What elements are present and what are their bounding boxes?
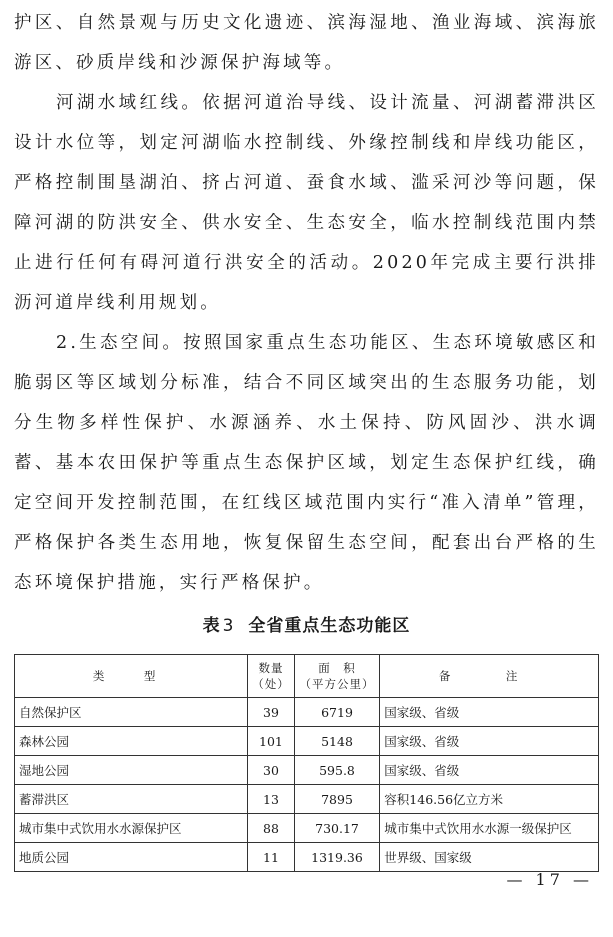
header-count-line2: （处）: [252, 677, 290, 691]
cell-remark: 国家级、省级: [380, 756, 599, 785]
cell-count: 30: [248, 756, 295, 785]
cell-count: 101: [248, 727, 295, 756]
cell-area: 5148: [294, 727, 380, 756]
header-remark: 备 注: [380, 655, 599, 698]
cell-remark: 城市集中式饮用水水源一级保护区: [380, 814, 599, 843]
cell-type: 湿地公园: [15, 756, 248, 785]
cell-remark: 容积146.56亿立方米: [380, 785, 599, 814]
cell-area: 1319.36: [294, 843, 380, 872]
page-number: — 17 —: [506, 870, 593, 889]
cell-count: 13: [248, 785, 295, 814]
table-header-row: [15, 655, 599, 698]
paragraph-ecological-space: 2.生态空间。按照国家重点生态功能区、生态环境敏感区和脆弱区等区域划分标准，结合不同区域突出的生态服务功能，划分生物多样性保护、水源涵养、水土保持、防风固沙、洪水调蓄、基本农田保护等重点生态保护区域，划定生态保护红线，确定空间开发控制范围，在红线区域范围内实行“准入清单”管理，严格保护各类生态用地，恢复保留生态空间，配套出台严格的生态环境保护措施，实行严格保护。: [14, 333, 599, 593]
cell-remark: 世界级、国家级: [380, 843, 599, 872]
cell-area: 6719: [294, 698, 380, 727]
cell-type: 森林公园: [15, 727, 248, 756]
cell-type: 蓄滞洪区: [15, 785, 248, 814]
table-caption-label: 表: [202, 616, 221, 636]
cell-area: 7895: [294, 785, 380, 814]
table-caption-title: 全省重点生态功能区: [248, 616, 411, 636]
table-row: [15, 843, 599, 872]
ecological-function-zones-table: [14, 654, 599, 872]
cell-count: 88: [248, 814, 295, 843]
cell-count: 39: [248, 698, 295, 727]
table-row: [15, 698, 599, 727]
cell-remark: 国家级、省级: [380, 698, 599, 727]
cell-count: 11: [248, 843, 295, 872]
header-type: 类 型: [15, 655, 248, 698]
header-count: [248, 655, 295, 698]
header-count-line1: 数量: [258, 661, 284, 675]
cell-remark: 国家级、省级: [380, 727, 599, 756]
table-row: [15, 727, 599, 756]
table-row: [15, 814, 599, 843]
cell-area: 730.17: [294, 814, 380, 843]
cell-type: 自然保护区: [15, 698, 248, 727]
table-row: [15, 756, 599, 785]
paragraph-river-lake-redline: 河湖水域红线。依据河道治导线、设计流量、河湖蓄滞洪区设计水位等，划定河湖临水控制线、外缘控制线和岸线功能区，严格控制围垦湖泊、挤占河道、蚕食水域、滥采河沙等问题，保障河湖的防洪安全、供水安全、生态安全，临水控制线范围内禁止进行任何有碍河道行洪安全的活动。2020年完成主要行洪排沥河道岸线利用规划。: [14, 93, 599, 313]
header-area-line1: 面 积: [318, 661, 356, 675]
table-caption: [0, 608, 613, 644]
table-caption-number: 3: [222, 616, 235, 636]
header-area: [294, 655, 380, 698]
paragraph-continuation: 护区、自然景观与历史文化遗迹、滨海湿地、渔业海域、滨海旅游区、砂质岸线和沙源保护海域等。: [14, 13, 599, 73]
header-area-line2: （平方公里）: [299, 677, 375, 691]
cell-area: 595.8: [294, 756, 380, 785]
cell-type: 城市集中式饮用水水源保护区: [15, 814, 248, 843]
cell-type: 地质公园: [15, 843, 248, 872]
table-row: [15, 785, 599, 814]
